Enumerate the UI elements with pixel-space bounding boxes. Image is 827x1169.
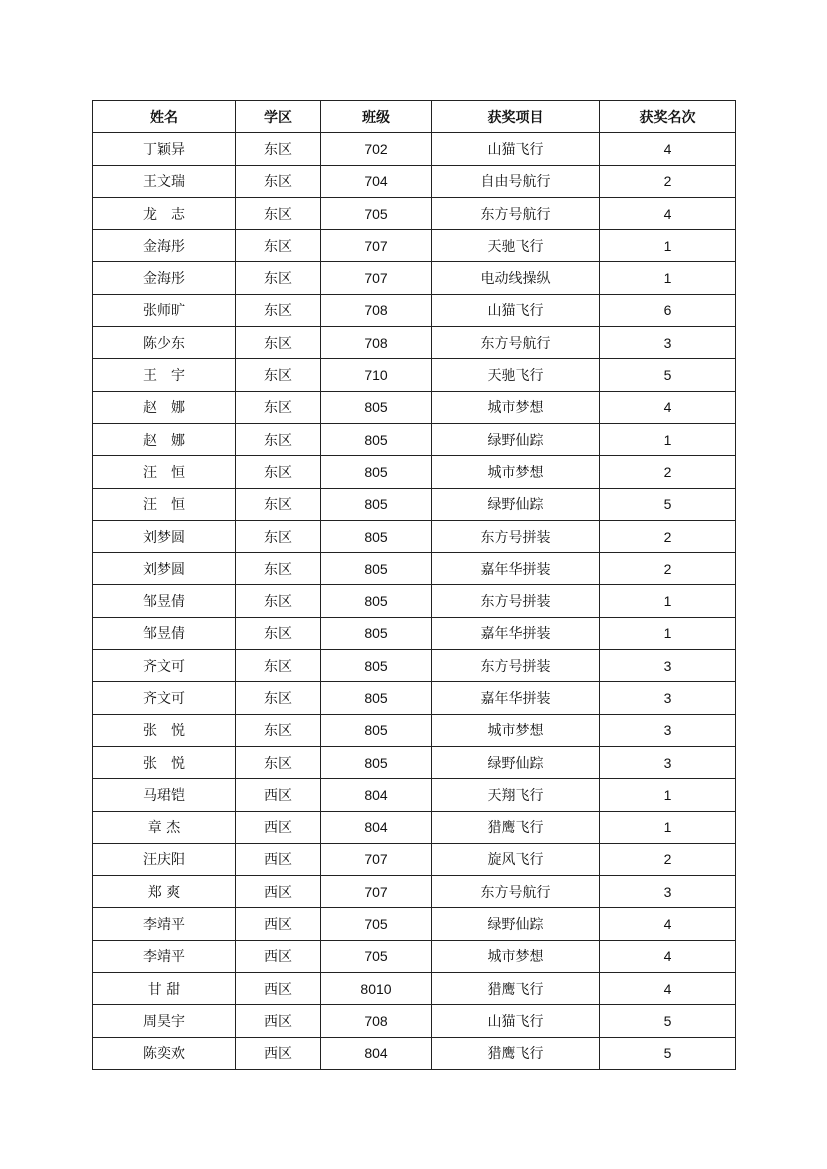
cell-award-item: 城市梦想	[432, 714, 600, 746]
cell-award-rank: 4	[600, 391, 736, 423]
cell-name: 周昊宇	[93, 1005, 236, 1037]
cell-district: 东区	[236, 133, 321, 165]
cell-award-item: 嘉年华拼装	[432, 682, 600, 714]
table-row	[93, 908, 736, 940]
cell-class: 705	[321, 940, 432, 972]
cell-award-item: 天驰飞行	[432, 359, 600, 391]
cell-district: 东区	[236, 746, 321, 778]
cell-award-item: 自由号航行	[432, 165, 600, 197]
cell-name: 邹昱倩	[93, 585, 236, 617]
cell-district: 东区	[236, 585, 321, 617]
cell-district: 东区	[236, 553, 321, 585]
cell-award-rank: 1	[600, 423, 736, 455]
cell-award-rank: 2	[600, 843, 736, 875]
cell-district: 东区	[236, 617, 321, 649]
cell-name: 王 宇	[93, 359, 236, 391]
cell-award-item: 东方号航行	[432, 197, 600, 229]
cell-class: 708	[321, 294, 432, 326]
cell-award-item: 城市梦想	[432, 456, 600, 488]
cell-award-item: 绿野仙踪	[432, 423, 600, 455]
cell-award-rank: 1	[600, 779, 736, 811]
cell-class: 705	[321, 197, 432, 229]
cell-award-rank: 5	[600, 488, 736, 520]
cell-award-rank: 4	[600, 940, 736, 972]
cell-name: 张 悦	[93, 714, 236, 746]
cell-award-item: 嘉年华拼装	[432, 553, 600, 585]
cell-award-rank: 4	[600, 197, 736, 229]
table-row	[93, 423, 736, 455]
cell-name: 郑 爽	[93, 876, 236, 908]
cell-award-rank: 5	[600, 1037, 736, 1069]
cell-award-rank: 3	[600, 682, 736, 714]
cell-name: 李靖平	[93, 908, 236, 940]
table-row	[93, 456, 736, 488]
cell-class: 805	[321, 617, 432, 649]
cell-class: 704	[321, 165, 432, 197]
cell-district: 东区	[236, 165, 321, 197]
cell-district: 东区	[236, 520, 321, 552]
table-row	[93, 359, 736, 391]
cell-class: 805	[321, 682, 432, 714]
table-row	[93, 940, 736, 972]
cell-district: 东区	[236, 456, 321, 488]
table-header	[93, 101, 736, 133]
cell-district: 东区	[236, 230, 321, 262]
cell-award-item: 东方号拼装	[432, 650, 600, 682]
table-row	[93, 230, 736, 262]
cell-class: 804	[321, 1037, 432, 1069]
table-row	[93, 585, 736, 617]
cell-name: 赵 娜	[93, 423, 236, 455]
cell-class: 707	[321, 262, 432, 294]
cell-award-rank: 4	[600, 973, 736, 1005]
table-row	[93, 650, 736, 682]
cell-district: 东区	[236, 650, 321, 682]
cell-district: 东区	[236, 391, 321, 423]
cell-class: 805	[321, 456, 432, 488]
cell-class: 707	[321, 843, 432, 875]
table-row	[93, 617, 736, 649]
cell-district: 东区	[236, 327, 321, 359]
table-row	[93, 876, 736, 908]
cell-award-item: 旋风飞行	[432, 843, 600, 875]
cell-award-item: 绿野仙踪	[432, 746, 600, 778]
cell-district: 东区	[236, 682, 321, 714]
cell-name: 汪庆阳	[93, 843, 236, 875]
cell-name: 刘梦圆	[93, 520, 236, 552]
cell-award-rank: 6	[600, 294, 736, 326]
cell-district: 西区	[236, 1005, 321, 1037]
cell-class: 805	[321, 585, 432, 617]
cell-class: 805	[321, 746, 432, 778]
cell-name: 汪 恒	[93, 456, 236, 488]
cell-class: 805	[321, 714, 432, 746]
cell-class: 8010	[321, 973, 432, 1005]
cell-award-item: 城市梦想	[432, 391, 600, 423]
table-row	[93, 262, 736, 294]
table-body	[93, 133, 736, 1070]
cell-class: 705	[321, 908, 432, 940]
cell-name: 龙 志	[93, 197, 236, 229]
cell-award-rank: 2	[600, 165, 736, 197]
cell-award-item: 绿野仙踪	[432, 908, 600, 940]
cell-award-item: 电动线操纵	[432, 262, 600, 294]
cell-district: 东区	[236, 359, 321, 391]
table-row	[93, 843, 736, 875]
cell-award-item: 东方号航行	[432, 327, 600, 359]
cell-award-rank: 2	[600, 456, 736, 488]
cell-district: 西区	[236, 908, 321, 940]
cell-award-item: 天翔飞行	[432, 779, 600, 811]
cell-award-rank: 3	[600, 650, 736, 682]
cell-district: 东区	[236, 197, 321, 229]
cell-award-item: 山猫飞行	[432, 294, 600, 326]
table-row	[93, 327, 736, 359]
cell-award-item: 东方号航行	[432, 876, 600, 908]
table-row	[93, 133, 736, 165]
cell-award-rank: 2	[600, 520, 736, 552]
table-row	[93, 746, 736, 778]
cell-district: 西区	[236, 1037, 321, 1069]
cell-award-rank: 1	[600, 262, 736, 294]
cell-award-rank: 1	[600, 230, 736, 262]
table-row	[93, 1037, 736, 1069]
cell-district: 东区	[236, 423, 321, 455]
header-name: 姓名	[93, 101, 236, 133]
cell-award-item: 猎鹰飞行	[432, 811, 600, 843]
table-row	[93, 714, 736, 746]
table-row	[93, 197, 736, 229]
cell-class: 710	[321, 359, 432, 391]
cell-award-rank: 5	[600, 359, 736, 391]
cell-name: 马珺铠	[93, 779, 236, 811]
cell-name: 王文瑞	[93, 165, 236, 197]
cell-award-rank: 3	[600, 714, 736, 746]
cell-district: 西区	[236, 876, 321, 908]
cell-award-item: 东方号拼装	[432, 585, 600, 617]
cell-award-rank: 4	[600, 908, 736, 940]
header-award-item: 获奖项目	[432, 101, 600, 133]
cell-award-item: 天驰飞行	[432, 230, 600, 262]
cell-award-rank: 4	[600, 133, 736, 165]
table-row	[93, 520, 736, 552]
cell-award-item: 山猫飞行	[432, 1005, 600, 1037]
cell-district: 西区	[236, 811, 321, 843]
table-row	[93, 553, 736, 585]
cell-name: 李靖平	[93, 940, 236, 972]
cell-name: 章 杰	[93, 811, 236, 843]
cell-district: 西区	[236, 973, 321, 1005]
cell-award-item: 猎鹰飞行	[432, 1037, 600, 1069]
cell-class: 805	[321, 553, 432, 585]
cell-name: 刘梦圆	[93, 553, 236, 585]
table-row	[93, 811, 736, 843]
table-row	[93, 391, 736, 423]
cell-district: 西区	[236, 940, 321, 972]
cell-award-rank: 2	[600, 553, 736, 585]
cell-district: 西区	[236, 779, 321, 811]
cell-class: 805	[321, 488, 432, 520]
table-row	[93, 165, 736, 197]
cell-name: 张师旷	[93, 294, 236, 326]
table-row	[93, 1005, 736, 1037]
cell-award-rank: 3	[600, 327, 736, 359]
cell-name: 张 悦	[93, 746, 236, 778]
cell-name: 齐文可	[93, 682, 236, 714]
cell-class: 702	[321, 133, 432, 165]
table-row	[93, 973, 736, 1005]
header-award-rank: 获奖名次	[600, 101, 736, 133]
cell-award-item: 猎鹰飞行	[432, 973, 600, 1005]
cell-name: 陈少东	[93, 327, 236, 359]
cell-award-item: 嘉年华拼装	[432, 617, 600, 649]
cell-class: 805	[321, 391, 432, 423]
cell-award-rank: 3	[600, 746, 736, 778]
cell-class: 805	[321, 650, 432, 682]
header-row	[93, 101, 736, 133]
cell-class: 805	[321, 423, 432, 455]
header-class: 班级	[321, 101, 432, 133]
cell-name: 丁颖异	[93, 133, 236, 165]
cell-name: 汪 恒	[93, 488, 236, 520]
header-district: 学区	[236, 101, 321, 133]
cell-district: 东区	[236, 488, 321, 520]
cell-class: 708	[321, 1005, 432, 1037]
cell-award-rank: 1	[600, 617, 736, 649]
cell-name: 齐文可	[93, 650, 236, 682]
cell-award-rank: 1	[600, 811, 736, 843]
cell-award-rank: 5	[600, 1005, 736, 1037]
cell-award-item: 城市梦想	[432, 940, 600, 972]
cell-class: 707	[321, 230, 432, 262]
table-row	[93, 294, 736, 326]
table-row	[93, 779, 736, 811]
cell-name: 金海彤	[93, 230, 236, 262]
cell-district: 东区	[236, 294, 321, 326]
cell-award-rank: 3	[600, 876, 736, 908]
cell-name: 赵 娜	[93, 391, 236, 423]
awards-table	[92, 100, 736, 1070]
cell-class: 708	[321, 327, 432, 359]
cell-name: 甘 甜	[93, 973, 236, 1005]
cell-name: 金海彤	[93, 262, 236, 294]
table-row	[93, 488, 736, 520]
cell-award-item: 东方号拼装	[432, 520, 600, 552]
cell-class: 805	[321, 520, 432, 552]
cell-district: 西区	[236, 843, 321, 875]
cell-district: 东区	[236, 262, 321, 294]
cell-district: 东区	[236, 714, 321, 746]
cell-award-item: 山猫飞行	[432, 133, 600, 165]
cell-class: 804	[321, 811, 432, 843]
cell-award-item: 绿野仙踪	[432, 488, 600, 520]
cell-name: 陈奕欢	[93, 1037, 236, 1069]
cell-class: 804	[321, 779, 432, 811]
cell-class: 707	[321, 876, 432, 908]
cell-award-rank: 1	[600, 585, 736, 617]
table-row	[93, 682, 736, 714]
cell-name: 邹昱倩	[93, 617, 236, 649]
